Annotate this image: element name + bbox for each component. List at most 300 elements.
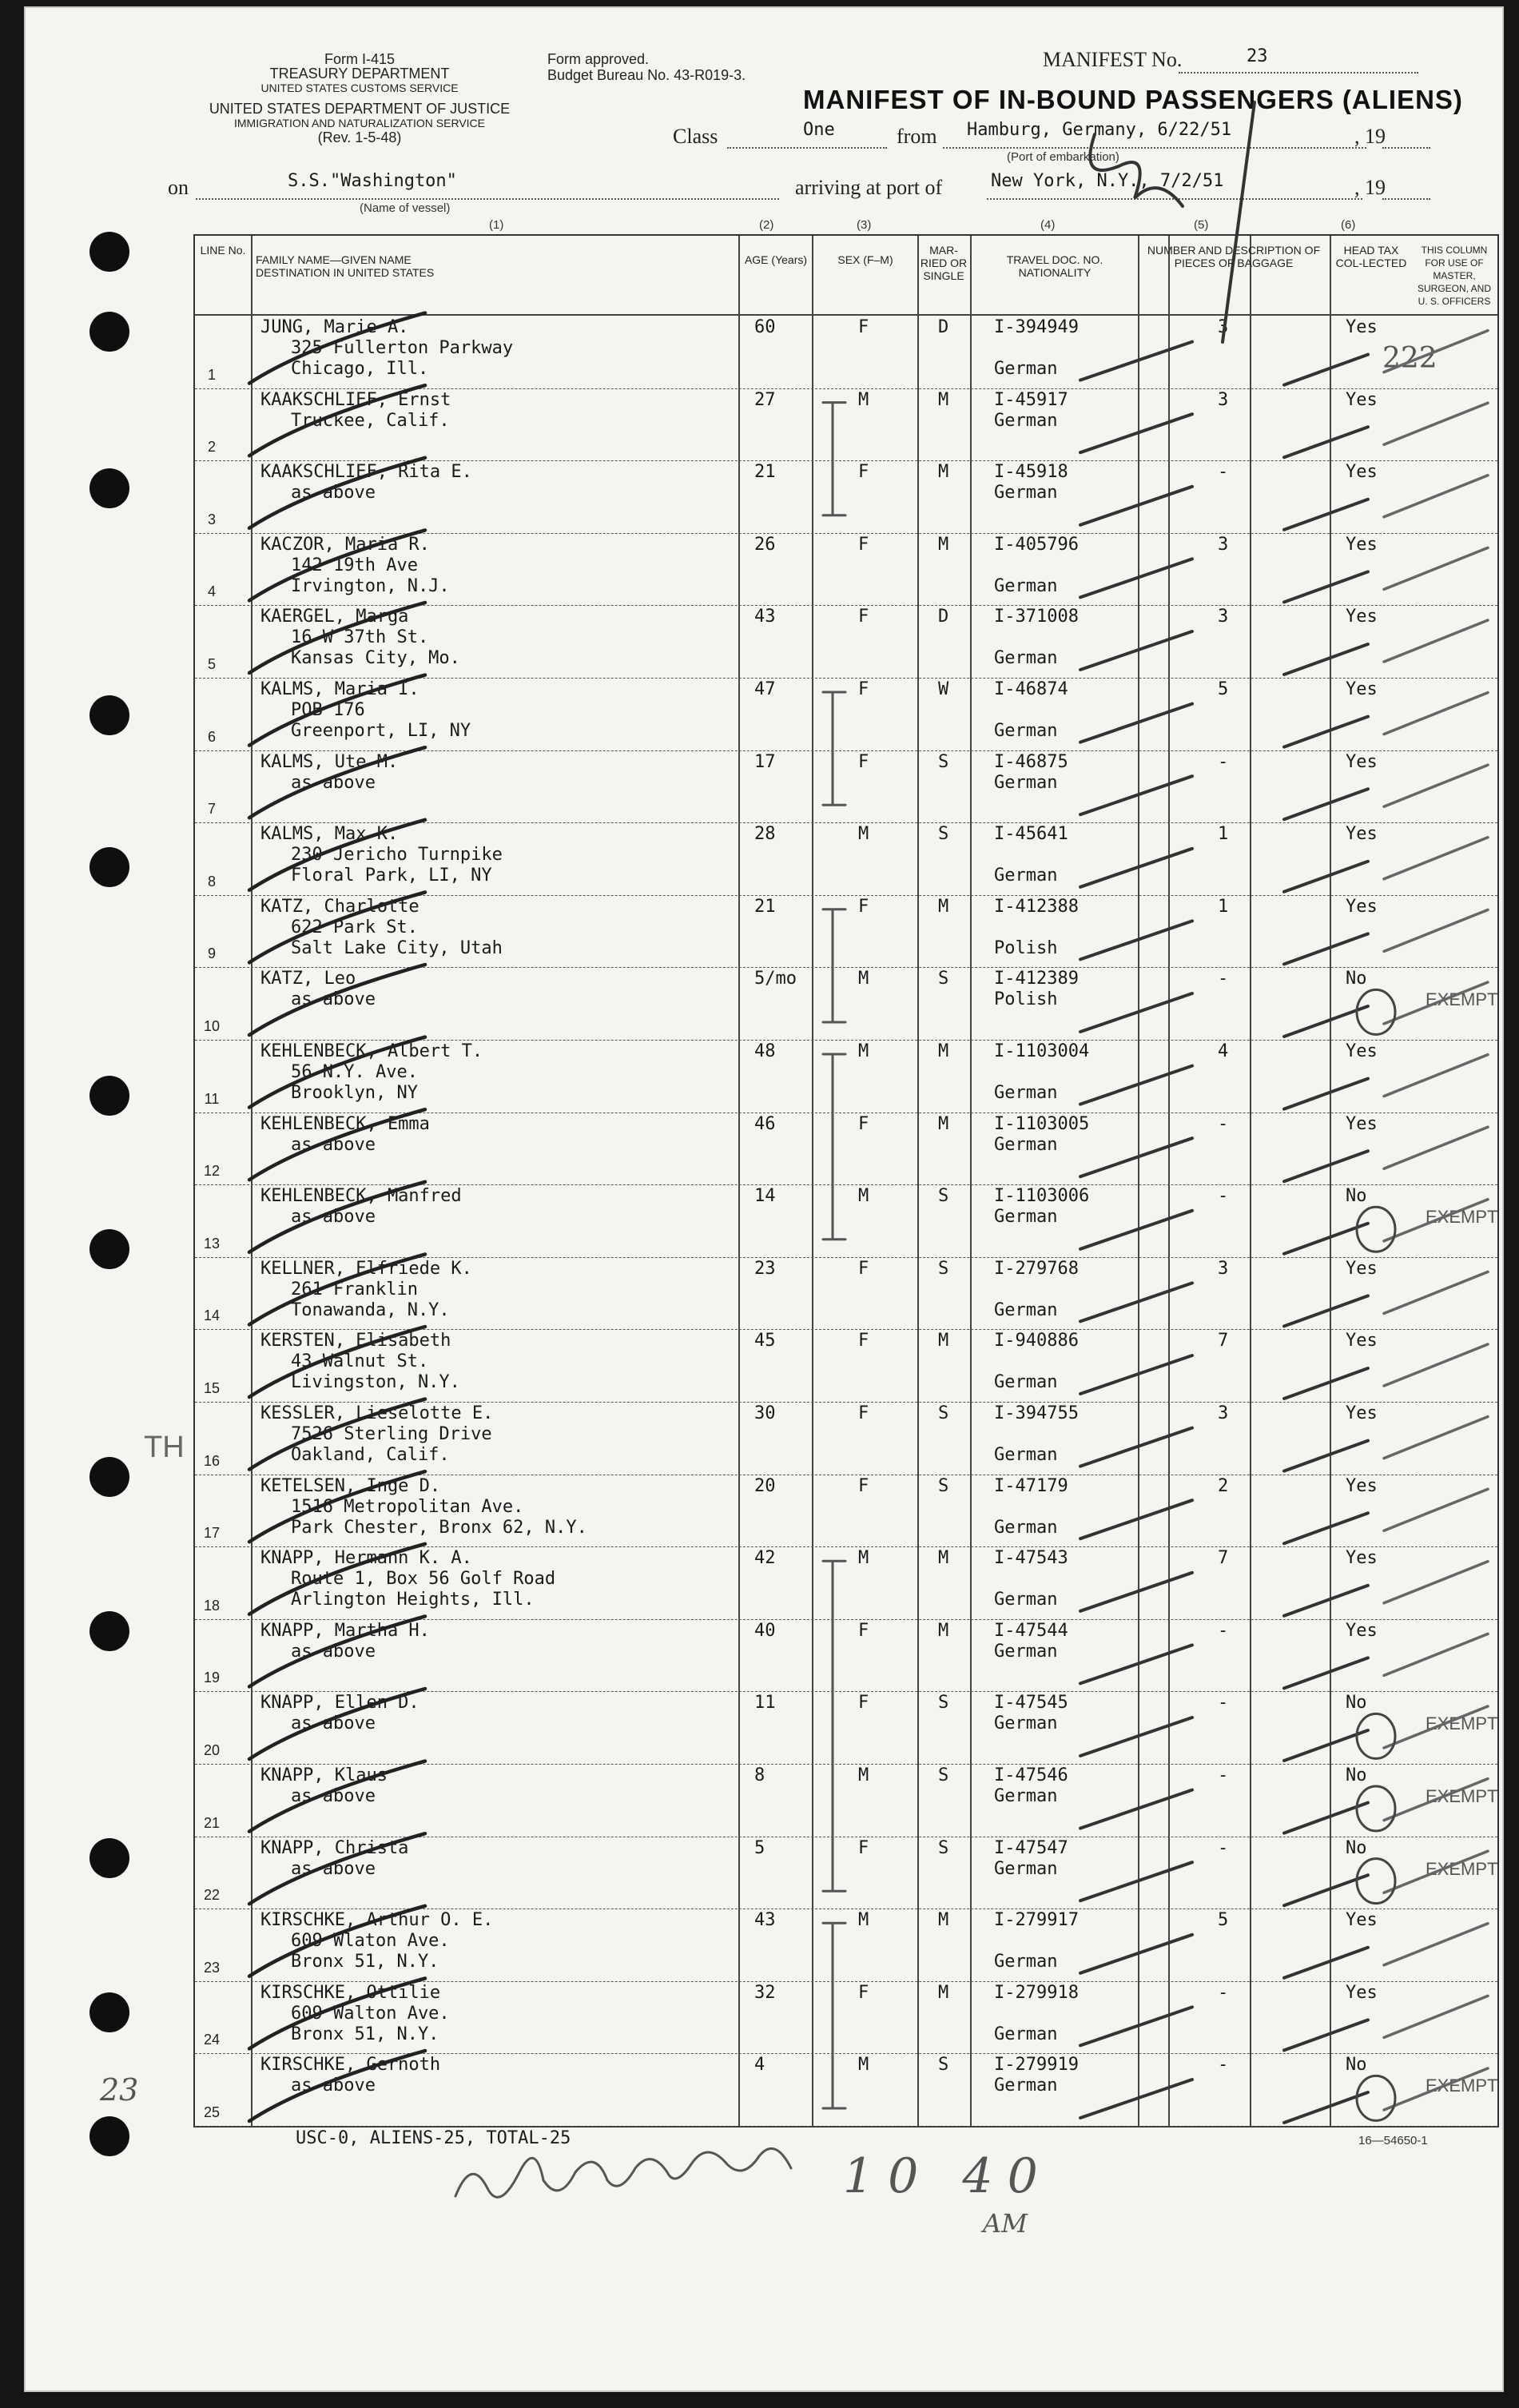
cell-tax: Yes [1346, 1403, 1378, 1423]
cell-bag: 7 [1218, 1331, 1229, 1351]
cell-dest1: as above [291, 1207, 376, 1228]
cell-tax: Yes [1346, 1041, 1378, 1061]
cell-doc: I-405796 [994, 534, 1079, 555]
cell-tax: Yes [1346, 824, 1378, 845]
cell-dest1: 609 Wlaton Ave. [291, 1931, 450, 1952]
cell-sex: M [858, 1765, 869, 1785]
cell-name: KNAPP, Martha H. [260, 1620, 430, 1641]
cell-dest1: 56 N.Y. Ave. [291, 1062, 418, 1082]
cell-doc: I-279919 [994, 2055, 1079, 2076]
cell-ms: S [938, 1186, 949, 1207]
cell-ms: W [938, 679, 949, 699]
line-number: 24 [203, 2032, 221, 2048]
header-head-tax: HEAD TAX COL-LECTED [1335, 244, 1407, 269]
line-number: 13 [203, 1235, 221, 1252]
cell-dest2: Chicago, Ill. [291, 359, 429, 379]
cell-name: JUNG, Marie A. [260, 317, 409, 337]
line-number: 25 [203, 2104, 221, 2120]
cell-ms: M [938, 1041, 949, 1061]
line-number: 22 [203, 1887, 221, 1904]
table-row [195, 388, 1497, 462]
line-number: 17 [203, 1525, 221, 1542]
cell-ms: S [938, 1837, 949, 1858]
cell-dest1: as above [291, 989, 376, 1010]
cell-nat: German [994, 721, 1058, 741]
table-row [195, 2053, 1497, 2127]
cell-doc: I-1103006 [994, 1186, 1090, 1207]
cell-age: 27 [754, 389, 776, 410]
margin-count: 23 [100, 2072, 139, 2107]
cell-name: KEHLENBECK, Albert T. [260, 1041, 483, 1061]
cell-doc: I-45917 [994, 389, 1068, 410]
punch-hole [89, 1076, 129, 1116]
cell-dest2: Irvington, N.J. [291, 575, 450, 596]
cell-age: 47 [754, 679, 776, 699]
arrival-underline [987, 198, 1362, 200]
cell-tax: Yes [1346, 389, 1378, 410]
cell-dest1: 1516 Metropolitan Ave. [291, 1496, 524, 1517]
cell-name: KELLNER, Elfriede K. [260, 1258, 472, 1279]
cell-tax: Yes [1346, 1982, 1378, 2003]
table-row [195, 1764, 1497, 1837]
table-row [195, 1475, 1497, 1548]
table-row [195, 1691, 1497, 1765]
table-row [195, 750, 1497, 824]
cell-dest1: as above [291, 772, 376, 793]
cell-dest2: Livingston, N.Y. [291, 1372, 460, 1393]
line-number: 18 [203, 1597, 221, 1614]
cell-officer-note: EXEMPT [1426, 989, 1498, 1010]
vessel-name: S.S."Washington" [288, 171, 457, 191]
cell-name: KNAPP, Christa [260, 1837, 409, 1858]
cell-sex: F [858, 607, 869, 627]
table-row [195, 1908, 1497, 1982]
punch-hole [89, 232, 129, 272]
cell-ms: S [938, 1403, 949, 1423]
cell-sex: F [858, 1693, 869, 1713]
manifest-label: MANIFEST No. [1043, 48, 1183, 71]
cell-name: KATZ, Charlotte [260, 896, 420, 917]
cell-sex: M [858, 1186, 869, 1207]
embark-port: Hamburg, Germany, 6/22/51 [967, 120, 1232, 140]
cell-ms: S [938, 1765, 949, 1785]
cell-ms: S [938, 1693, 949, 1713]
line-number: 11 [204, 1090, 220, 1107]
cell-age: 48 [754, 1041, 776, 1061]
cell-doc: I-394755 [994, 1403, 1079, 1423]
header-sex: SEX (F–M) [837, 253, 893, 266]
cell-bag: 5 [1218, 679, 1229, 699]
cell-ms: M [938, 1331, 949, 1351]
cell-sex: F [858, 1403, 869, 1423]
header-line-no: LINE No. [200, 244, 246, 257]
col-num-5: (5) [1194, 218, 1209, 232]
ins-service: IMMIGRATION AND NATURALIZATION SERVICE [234, 117, 485, 129]
cell-age: 17 [754, 751, 776, 772]
table-row [195, 1402, 1497, 1475]
cell-dest2: Brooklyn, NY [291, 1083, 418, 1103]
cell-ms: M [938, 462, 949, 483]
time-suffix: AM [983, 2208, 1028, 2239]
cell-dest1: as above [291, 483, 376, 503]
arrival-port: New York, N.Y., 7/2/51 [991, 171, 1224, 191]
cell-nat: German [994, 772, 1058, 793]
officer-number: 222 [1382, 342, 1437, 375]
cell-bag: - [1218, 1186, 1229, 1207]
cell-bag: 3 [1218, 534, 1229, 555]
cell-nat: German [994, 1300, 1058, 1320]
embark-caption: (Port of embarkation) [1007, 150, 1119, 164]
table-row [195, 533, 1497, 607]
cell-name: KACZOR, Maria R. [260, 534, 430, 555]
table-row [195, 460, 1497, 534]
cell-name: KIRSCHKE, Gernoth [260, 2055, 441, 2076]
cell-bag: 5 [1218, 1910, 1229, 1931]
cell-nat: German [994, 1952, 1058, 1972]
cell-bag: - [1218, 1982, 1229, 2003]
cell-ms: M [938, 534, 949, 555]
cell-sex: F [858, 317, 869, 337]
cell-dest2: Bronx 51, N.Y. [291, 1952, 439, 1972]
cell-sex: F [858, 1113, 869, 1134]
class-value: One [803, 120, 835, 140]
cell-age: 46 [754, 1113, 776, 1134]
vessel-underline [196, 198, 779, 200]
manifest-underline [1179, 72, 1418, 74]
cell-age: 20 [754, 1475, 776, 1496]
cell-sex: F [858, 534, 869, 555]
cell-doc: I-940886 [994, 1331, 1079, 1351]
cell-doc: I-45918 [994, 462, 1068, 483]
year-1: , 19 [1354, 125, 1386, 148]
punch-hole [89, 1611, 129, 1651]
vessel-caption: (Name of vessel) [360, 201, 451, 215]
cell-name: KIRSCHKE, Arthur O. E. [260, 1910, 494, 1931]
cell-age: 30 [754, 1403, 776, 1423]
cell-age: 32 [754, 1982, 776, 2003]
cell-sex: F [858, 896, 869, 917]
cell-nat: German [994, 1517, 1058, 1538]
col-num-1: (1) [489, 218, 504, 232]
punch-hole [89, 2116, 129, 2156]
cell-name: KESSLER, Lieselotte E. [260, 1403, 494, 1423]
cell-bag: - [1218, 1113, 1229, 1134]
line-number: 15 [203, 1379, 221, 1396]
cell-sex: F [858, 1837, 869, 1858]
cell-name: KAAKSCHLIEF, Ernst [260, 389, 451, 410]
cell-nat: German [994, 1858, 1058, 1879]
cell-sex: M [858, 389, 869, 410]
form-number: Form I-415 [324, 51, 396, 67]
line-number: 1 [207, 366, 216, 383]
margin-initials: TH [144, 1431, 185, 1464]
cell-doc: I-371008 [994, 607, 1079, 627]
cell-dest1: as above [291, 1786, 376, 1806]
cell-doc: I-47543 [994, 1548, 1068, 1569]
cell-ms: M [938, 1910, 949, 1931]
cell-age: 11 [754, 1693, 776, 1713]
cell-officer-note: EXEMPT [1426, 1207, 1498, 1228]
cell-tax: No [1346, 1186, 1367, 1207]
from-label: from [897, 125, 937, 148]
cell-dest1: 230 Jericho Turnpike [291, 845, 503, 866]
header-age: AGE (Years) [744, 253, 808, 266]
cell-officer-note: EXEMPT [1426, 1786, 1498, 1806]
cell-name: KALMS, Maria I. [260, 679, 420, 699]
cell-nat: German [994, 648, 1058, 669]
cell-bag: 4 [1218, 1041, 1229, 1061]
cell-doc: I-47179 [994, 1475, 1068, 1496]
cell-officer-note: EXEMPT [1426, 1713, 1498, 1734]
cell-doc: I-412388 [994, 896, 1079, 917]
cell-tax: Yes [1346, 1258, 1378, 1279]
cell-tax: No [1346, 1837, 1367, 1858]
cell-age: 5 [754, 1837, 765, 1858]
cell-sex: M [858, 2055, 869, 2076]
line-number: 10 [203, 1017, 221, 1034]
cell-ms: S [938, 969, 949, 989]
cell-tax: Yes [1346, 679, 1378, 699]
line-number: 23 [203, 1959, 221, 1976]
col-num-2: (2) [759, 218, 774, 232]
cell-ms: S [938, 824, 949, 845]
table-row [195, 822, 1497, 896]
table-row [195, 1112, 1497, 1186]
cell-officer-note: EXEMPT [1426, 1858, 1498, 1879]
table-row [195, 895, 1497, 969]
cell-name: KAERGEL, Marga [260, 607, 409, 627]
cell-bag: 7 [1218, 1548, 1229, 1569]
cell-tax: Yes [1346, 317, 1378, 337]
year-2-underline [1382, 198, 1430, 200]
cell-doc: I-1103005 [994, 1113, 1090, 1134]
cell-dest1: as above [291, 1858, 376, 1879]
on-label: on [168, 176, 189, 199]
budget-bureau: Budget Bureau No. 43-R019-3. [547, 67, 746, 83]
cell-name: KALMS, Ute M. [260, 751, 399, 772]
customs-service: UNITED STATES CUSTOMS SERVICE [260, 82, 459, 94]
cell-dest1: as above [291, 2076, 376, 2096]
header-name: FAMILY NAME—GIVEN NAME DESTINATION IN UNITED STATES [256, 253, 435, 279]
line-number: 16 [203, 1452, 221, 1469]
table-row [195, 967, 1497, 1041]
cell-doc: I-1103004 [994, 1041, 1090, 1061]
cell-nat: Polish [994, 989, 1058, 1010]
table-row [195, 605, 1497, 679]
cell-ms: M [938, 1548, 949, 1569]
cell-age: 4 [754, 2055, 765, 2076]
cell-bag: - [1218, 2055, 1229, 2076]
col-num-6: (6) [1341, 218, 1356, 232]
line-number: 9 [207, 945, 216, 962]
cell-age: 45 [754, 1331, 776, 1351]
table-row [195, 316, 1497, 389]
cell-bag: - [1218, 1765, 1229, 1785]
cell-age: 5/mo [754, 969, 797, 989]
cell-nat: German [994, 1134, 1058, 1155]
cell-sex: F [858, 1258, 869, 1279]
cell-ms: M [938, 1982, 949, 2003]
cell-sex: M [858, 1548, 869, 1569]
cell-ms: S [938, 2055, 949, 2076]
table-row [195, 1619, 1497, 1693]
cell-dest1: as above [291, 1713, 376, 1734]
arriving-label: arriving at port of [795, 176, 943, 199]
totals-line: USC-0, ALIENS-25, TOTAL-25 [296, 2128, 571, 2148]
cell-doc: I-46875 [994, 751, 1068, 772]
line-number: 8 [207, 873, 216, 890]
cell-tax: Yes [1346, 534, 1378, 555]
cell-nat: German [994, 2076, 1058, 2096]
cell-dest2: Greenport, LI, NY [291, 721, 471, 741]
punch-hole [89, 847, 129, 887]
cell-dest2: Park Chester, Bronx 62, N.Y. [291, 1517, 587, 1538]
line-number: 4 [207, 583, 216, 600]
cell-name: KNAPP, Klaus [260, 1765, 388, 1785]
cell-nat: German [994, 1083, 1058, 1103]
header-baggage: NUMBER AND DESCRIPTION OF PIECES OF BAGGAGE [1147, 244, 1321, 269]
cell-dest1: 261 Franklin [291, 1279, 418, 1300]
cell-bag: 3 [1218, 1258, 1229, 1279]
cell-dest1: as above [291, 1134, 376, 1155]
cell-age: 26 [754, 534, 776, 555]
cell-age: 14 [754, 1186, 776, 1207]
line-number: 21 [203, 1814, 221, 1831]
punch-hole [89, 1457, 129, 1497]
cell-age: 21 [754, 896, 776, 917]
cell-nat: German [994, 1590, 1058, 1610]
cell-ms: D [938, 607, 949, 627]
cell-tax: Yes [1346, 1548, 1378, 1569]
cell-sex: M [858, 1910, 869, 1931]
passenger-table [193, 218, 1499, 2127]
line-number: 5 [207, 655, 216, 672]
cell-sex: M [858, 824, 869, 845]
cell-dest1: Route 1, Box 56 Golf Road [291, 1569, 556, 1590]
cell-dest1: 43 Walnut St. [291, 1351, 429, 1372]
line-number: 19 [203, 1670, 221, 1686]
cell-doc: I-45641 [994, 824, 1068, 845]
cell-name: KALMS, Max K. [260, 824, 399, 845]
line-number: 12 [203, 1163, 221, 1180]
cell-age: 28 [754, 824, 776, 845]
cell-dest2: Floral Park, LI, NY [291, 866, 492, 886]
cell-sex: F [858, 462, 869, 483]
col-num-3: (3) [857, 218, 872, 232]
cell-doc: I-47547 [994, 1837, 1068, 1858]
cell-doc: I-46874 [994, 679, 1068, 699]
cell-nat: German [994, 359, 1058, 379]
cell-age: 43 [754, 1910, 776, 1931]
form-approved: Form approved. [547, 51, 650, 67]
cell-doc: I-47546 [994, 1765, 1068, 1785]
cell-dest2: Salt Lake City, Utah [291, 937, 503, 958]
punch-hole [89, 1229, 129, 1269]
cell-sex: F [858, 1982, 869, 2003]
line-number: 20 [203, 1741, 221, 1758]
cell-nat: Polish [994, 937, 1058, 958]
cell-bag: 3 [1218, 317, 1229, 337]
cell-ms: S [938, 1475, 949, 1496]
cell-dest1: POB 176 [291, 700, 365, 720]
cell-bag: - [1218, 969, 1229, 989]
header-travel-doc: TRAVEL DOC. NO. NATIONALITY [1006, 253, 1103, 279]
form-code: 16—54650-1 [1358, 2134, 1428, 2147]
cell-bag: - [1218, 1620, 1229, 1641]
table-row [195, 678, 1497, 751]
cell-nat: German [994, 1207, 1058, 1228]
cell-officer-note: EXEMPT [1426, 2076, 1498, 2096]
cell-tax: Yes [1346, 751, 1378, 772]
cell-bag: 1 [1218, 824, 1229, 845]
cell-tax: Yes [1346, 1113, 1378, 1134]
revision: (Rev. 1-5-48) [317, 129, 402, 145]
cell-bag: - [1218, 1837, 1229, 1858]
cell-doc: I-279918 [994, 1982, 1079, 2003]
cell-sex: F [858, 679, 869, 699]
page-title: MANIFEST OF IN-BOUND PASSENGERS (ALIENS) [803, 85, 1463, 114]
table-row [195, 1257, 1497, 1331]
cell-ms: S [938, 751, 949, 772]
cell-bag: 3 [1218, 1403, 1229, 1423]
cell-sex: M [858, 1041, 869, 1061]
cell-age: 23 [754, 1258, 776, 1279]
cell-tax: No [1346, 2055, 1367, 2076]
from-underline [943, 147, 1366, 149]
cell-doc: I-47544 [994, 1620, 1068, 1641]
cell-age: 43 [754, 607, 776, 627]
line-number: 14 [203, 1307, 221, 1324]
header-officers: THIS COLUMN FOR USE OF MASTER, SURGEON, AND U. S. OFFICERS [1417, 245, 1491, 307]
cell-tax: Yes [1346, 1910, 1378, 1931]
cell-bag: 1 [1218, 896, 1229, 917]
cell-dest1: as above [291, 1641, 376, 1662]
cell-tax: Yes [1346, 1475, 1378, 1496]
cell-age: 42 [754, 1548, 776, 1569]
cell-sex: M [858, 969, 869, 989]
cell-sex: F [858, 1620, 869, 1641]
cell-bag: - [1218, 462, 1229, 483]
cell-ms: M [938, 1113, 949, 1134]
cell-age: 8 [754, 1765, 765, 1785]
cell-name: KNAPP, Hermann K. A. [260, 1548, 472, 1569]
cell-nat: German [994, 1641, 1058, 1662]
manifest-page [24, 6, 1504, 2392]
cell-age: 21 [754, 462, 776, 483]
cell-name: KIRSCHKE, Ottilie [260, 1982, 441, 2003]
year-1-underline [1382, 147, 1430, 149]
dept-treasury: TREASURY DEPARTMENT [269, 66, 450, 82]
line-number: 2 [207, 439, 216, 456]
class-label: Class [673, 125, 718, 148]
cell-doc: I-47545 [994, 1693, 1068, 1713]
cell-dest2: Kansas City, Mo. [291, 648, 460, 669]
cell-bag: 2 [1218, 1475, 1229, 1496]
cell-age: 60 [754, 317, 776, 337]
cell-doc: I-394949 [994, 317, 1079, 337]
table-row [195, 1184, 1497, 1258]
cell-nat: German [994, 1713, 1058, 1734]
table-row [195, 1040, 1497, 1113]
table-row [195, 1329, 1497, 1403]
cell-dest2: Arlington Heights, Ill. [291, 1590, 535, 1610]
cell-tax: Yes [1346, 607, 1378, 627]
cell-ms: M [938, 896, 949, 917]
cell-nat: German [994, 575, 1058, 596]
cell-ms: S [938, 1258, 949, 1279]
punch-hole [89, 1838, 129, 1878]
cell-name: KEHLENBECK, Emma [260, 1113, 430, 1134]
